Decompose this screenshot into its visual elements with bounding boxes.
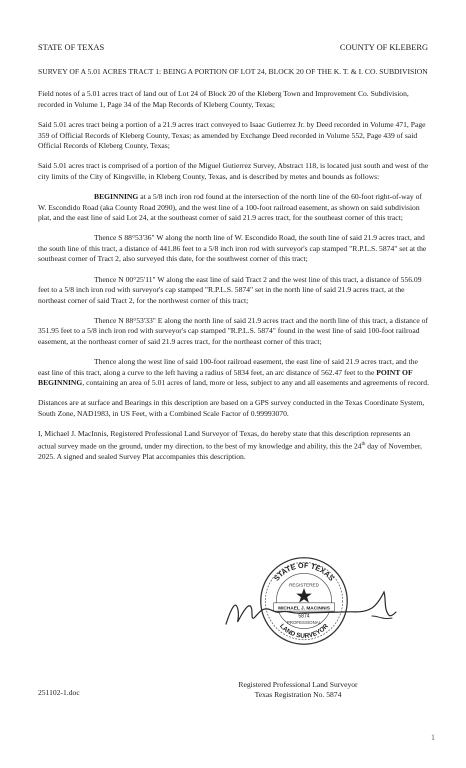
bearings-paragraph: Distances are at surface and Bearings in this description are based on a GPS survey conducted in the Texas Coordinate System, South Zone, NAD1983, in US Feet, with a Combined Scale Factor of 0.99993070.: [38, 398, 425, 418]
seal-number-text: 5874: [298, 613, 310, 620]
beginning-paragraph: [38, 192, 430, 223]
call-2-paragraph: Thence N 00°25'11" W along the east line of said Tract 2 and the west line of this tract, a distance of 556.09 feet to a 5/8 inch iron rod with surveyor's cap stamped "R.P.L.S. 5874" set in the north line of said 21.9 acres tract, at the northeast corner of said Tract 2, for the northwest corner of this tract;: [38, 274, 422, 305]
call-4-text: Thence along the west line of said 100-foot railroad easement, the east line of said 21.9 acres tract, and the east line of this tract, along a curve to the left having a radius of 5834 feet, an arc distance of 562.47 feet to the: [38, 357, 418, 377]
registration-number: Texas Registration No. 5874: [254, 690, 342, 700]
seal-bottom-text: LAND SURVEYOR: [278, 622, 330, 640]
seal-top-text: STATE OF TEXAS: [271, 560, 337, 583]
seal-name-text: MICHAEL J. MACINNIS: [278, 606, 330, 612]
handwritten-signature-icon: [222, 584, 398, 634]
call-3-paragraph: Thence N 88°53'33" E along the north line of said 21.9 acres tract and the north line of this tract, a distance of 351.95 feet to a 5/8 inch iron rod with surveyor's cap stamped "R.P.L.S. 5874" found in the west line of said 100-foot railroad easement, at the northeast corner of said 21.9 acres tract, for the northeast corner of this tract;: [38, 315, 428, 346]
ordinal-suffix: th: [361, 441, 366, 447]
seal-professional-text: PROFESSIONAL: [286, 620, 322, 625]
state-label: STATE OF TEXAS: [38, 43, 105, 52]
call-4-paragraph: [38, 357, 430, 388]
point-of-beginning-label: POINT OF BEGINNING: [38, 367, 413, 387]
certification-text-2: day of November, 2025. A signed and sealed Survey Plat accompanies this description.: [38, 441, 422, 461]
certification-text-1: I, Michael J. MacInnis, Registered Professional Land Surveyor of Texas, do hereby state that this description represents an actual survey made on the ground, under my direction, to the best of my knowledge and ability, this the 24: [38, 429, 411, 451]
portion-paragraph: Said 5.01 acres tract being a portion of a 21.9 acres tract conveyed to Isaac Gutierrez Jr. by Deed recorded in Volume 471, Page 359 of Official Records of Kleberg County, Texas; as amended by Exchange Deed recorded in Volume 552, Page 439 of said Official Records of Kleberg County, Texas;: [38, 120, 426, 151]
document-body: [38, 67, 430, 472]
county-label: COUNTY OF KLEBERG: [339, 43, 428, 52]
document-title: SURVEY OF A 5.01 ACRES TRACT 1: BEING A PORTION OF LOT 24, BLOCK 20 OF THE K. T. & I. CO. SUBDIVISION: [38, 67, 428, 76]
beginning-label: BEGINNING: [94, 192, 139, 202]
comprised-paragraph: Said 5.01 acres tract is comprised of a portion of the Miguel Gutierrez Survey, Abstract 118, is located just south and west of the city limits of the City of Kingsville, in Kleberg County, Texas, and is described by metes and bounds as follows:: [38, 161, 429, 181]
call-4-end: , containing an area of 5.01 acres of land, more or less, subject to any and all easements and agreements of record.: [82, 377, 429, 387]
certification-paragraph: [38, 429, 430, 462]
document-id: 251102-1.doc: [38, 688, 80, 697]
field-notes-paragraph: Field notes of a 5.01 acres tract of land out of Lot 24 of Block 20 of the Kleberg Town and Improvement Co. Subdivision, recorded in Volume 1, Page 34 of the Map Records of Kleberg County, Texas;: [38, 89, 409, 109]
page-number: 1: [431, 733, 435, 742]
signature-block: [228, 680, 368, 701]
call-1-paragraph: Thence S 88°53'36" W along the north line of W. Escondido Road, the south line of said 21.9 acres tract, and the south line of this tract, a distance of 441.86 feet to a 5/8 inch iron rod with surveyor's cap stamped "R.P.L.S. 5874" set at the southeast corner of Tract 2, also surveyed this date, for the southwest corner of this tract;: [38, 233, 427, 264]
beginning-text: at a 5/8 inch iron rod found at the intersection of the north line of the 60-foot right-of-way of W. Escondido Road (aka County Road 2090), and the west line of a 100-foot railroad easement, as shown on said subdivision plat, and the east line of said Lot 24, at the southeast corner of said 21.9 acres tract, for the southeast corner of this tract;: [38, 192, 422, 223]
seal-registered-text: REGISTERED: [289, 582, 319, 588]
signature-title: Registered Professional Land Surveyor: [238, 680, 358, 689]
